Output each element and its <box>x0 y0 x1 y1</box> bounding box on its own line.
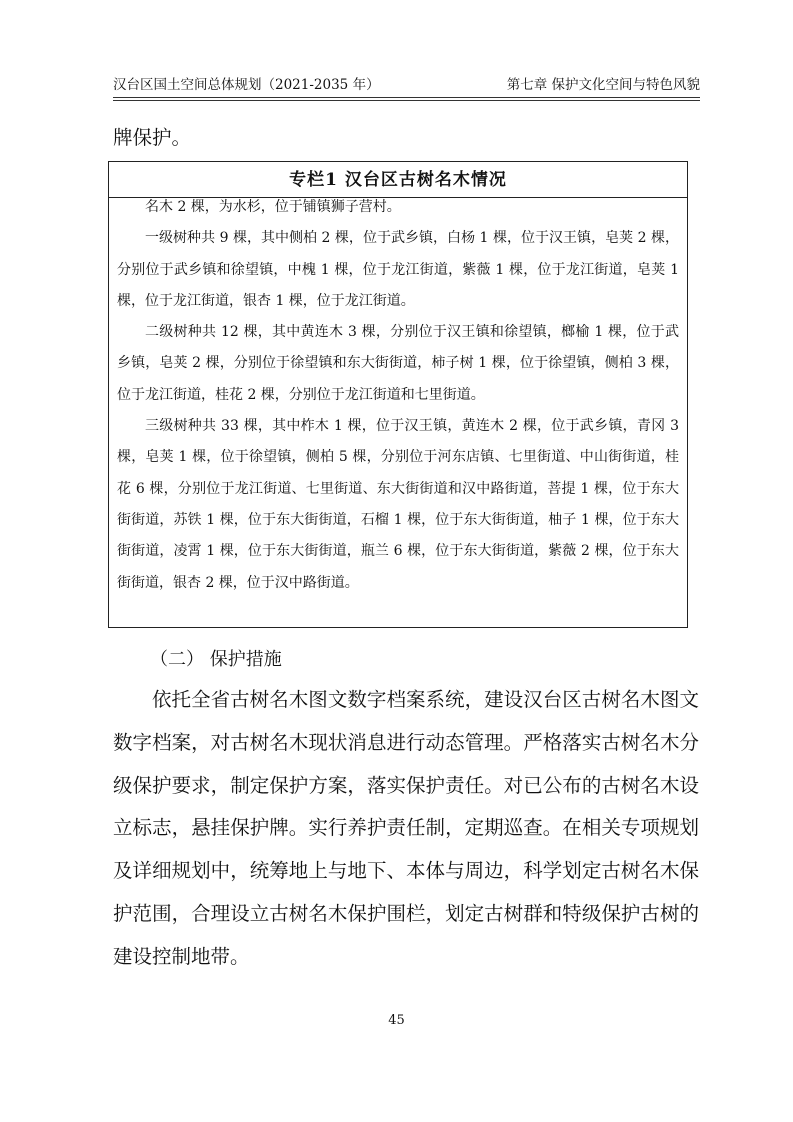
page-number: 45 <box>388 1013 405 1028</box>
section-subheading: （二） 保护措施 <box>150 649 282 670</box>
info-box-paragraph: 一级树种共 9 棵，其中侧柏 2 棵，位于武乡镇，白杨 1 棵，位于汉王镇，皂荚 2 棵，分别位于武乡镇和徐望镇，中槐 1 棵，位于龙江街道，紫薇 1 棵，位于龙江街道，皂荚 1 棵，位于龙江街道，银杏 1 棵，位于龙江街道。 <box>117 230 679 309</box>
body-paragraph: 依托全省古树名木图文数字档案系统，建设汉台区古树名木图文数字档案，对古树名木现状消息进行动态管理。严格落实古树名木分级保护要求，制定保护方案，落实保护责任。对已公布的古树名木设立标志，悬挂保护牌。实行养护责任制，定期巡查。在相关专项规划及详细规划中，统筹地上与地下、本体与周边，科学划定古树名木保护范围，合理设立古树名木保护围栏，划定古树群和特级保护古树的建设控制地带。 <box>113 688 699 968</box>
info-box-title: 专栏1 汉台区古树名木情况 <box>109 162 687 198</box>
info-box-body <box>109 192 687 599</box>
info-box <box>108 161 688 628</box>
info-box-paragraph: 三级树种共 33 棵，其中柞木 1 棵，位于汉王镇，黄连木 2 棵，位于武乡镇，青冈 3 棵，皂荚 1 棵，位于徐望镇，侧柏 5 棵，分别位于河东店镇、七里街道、中山街街道，桂花 6 棵，分别位于龙江街道、七里街道、东大街街道和汉中路街道，菩提 1 棵，位于东大街街道，苏铁 1 棵，位于东大街街道，石榴 1 棵，位于东大街街道，柚子 1 棵，位于东大街街道，凌霄 1 棵，位于东大街街道，瓶兰 6 棵，位于东大街街道，紫薇 2 棵，位于东大街街道，银杏 2 棵，位于汉中路街道。 <box>117 418 679 591</box>
body-text <box>113 679 699 979</box>
page-header <box>113 76 700 98</box>
header-document-title: 汉台区国土空间总体规划（2021-2035 年） <box>113 77 380 93</box>
info-box-paragraph: 名木 2 棵，为水杉，位于铺镇狮子营村。 <box>145 199 401 215</box>
lead-text: 牌保护。 <box>113 126 192 149</box>
info-box-paragraph: 二级树种共 12 棵，其中黄连木 3 棵，分别位于汉王镇和徐望镇，榔榆 1 棵，位于武乡镇，皂荚 2 棵，分别位于徐望镇和东大街街道，柿子树 1 棵，位于徐望镇，侧柏 3 棵，位于龙江街道，桂花 2 棵，分别位于龙江街道和七里街道。 <box>117 324 679 403</box>
header-chapter-title: 第七章 保护文化空间与特色风貌 <box>506 77 700 93</box>
